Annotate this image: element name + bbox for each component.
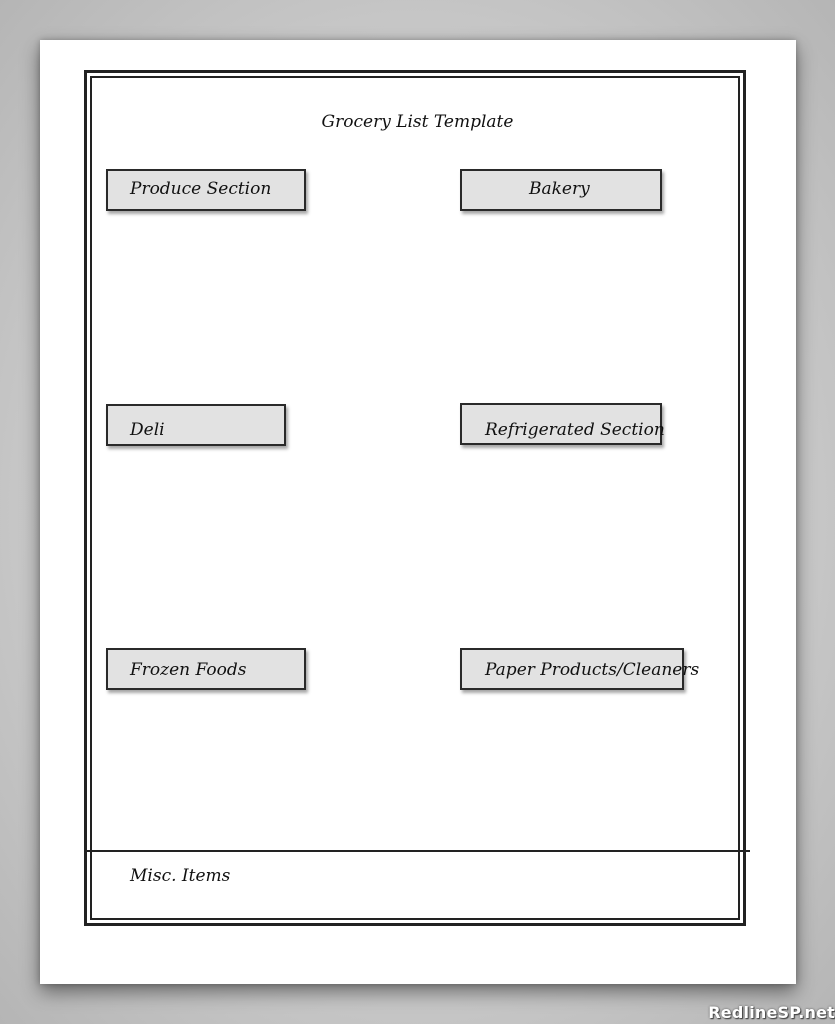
produce-section-label: Produce Section (130, 179, 272, 199)
misc-divider-line (84, 850, 750, 852)
refrigerated-section-label: Refrigerated Section (485, 420, 665, 440)
misc-items-label: Misc. Items (130, 866, 231, 886)
bakery-section-label: Bakery (529, 179, 590, 199)
deli-section-label: Deli (130, 420, 165, 440)
watermark-text: RedlineSP.net (708, 1003, 835, 1022)
paper-products-section-label: Paper Products/Cleaners (485, 660, 700, 680)
page-title: Grocery List Template (321, 112, 514, 132)
frozen-foods-section-label: Frozen Foods (130, 660, 247, 680)
